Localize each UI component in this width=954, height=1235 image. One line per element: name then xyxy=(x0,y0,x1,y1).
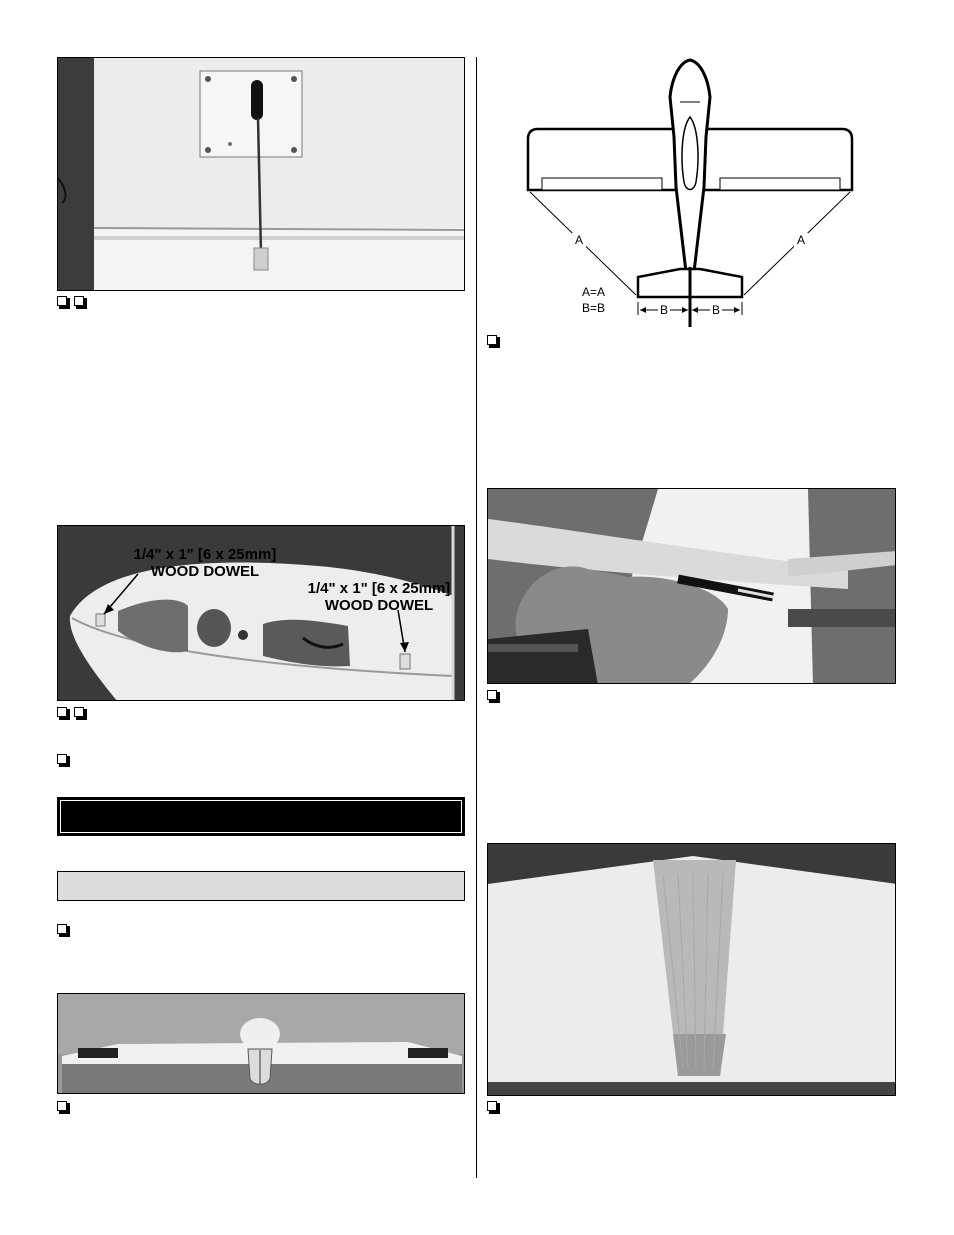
callout-dowel-right xyxy=(294,580,464,614)
checkbox-step-5[interactable] xyxy=(57,1101,70,1114)
equation-b: B=B xyxy=(582,301,606,315)
checkbox-step-1a[interactable] xyxy=(57,296,70,309)
photo-stabilizer-balsa xyxy=(487,843,896,1096)
photo-stab-front-view xyxy=(57,993,465,1094)
callout-dowel-left xyxy=(120,546,290,580)
checkbox-step-6[interactable] xyxy=(487,335,500,348)
checkbox-step-2b[interactable] xyxy=(74,707,87,720)
callout-dowel-left-label: WOOD DOWEL xyxy=(150,563,260,580)
checkbox-step-3[interactable] xyxy=(57,754,70,767)
checkbox-step-7[interactable] xyxy=(487,690,500,703)
equation-a: A=A xyxy=(582,285,606,299)
photo-marking-stabilizer xyxy=(487,488,896,684)
checkbox-step-1b[interactable] xyxy=(74,296,87,309)
checkbox-step-2a[interactable] xyxy=(57,707,70,720)
checkbox-step-4[interactable] xyxy=(57,924,70,937)
callout-dowel-right-label: WOOD DOWEL xyxy=(324,597,434,614)
checkbox-step-8[interactable] xyxy=(487,1101,500,1114)
photo-pushrod-hatch xyxy=(57,57,465,291)
label-b-right: B xyxy=(712,303,721,317)
callout-dowel-right-size: 1/4" x 1" [6 x 25mm] xyxy=(307,580,451,597)
photo-wing-root-dowels xyxy=(57,525,465,701)
label-a-right: A xyxy=(797,233,806,247)
alignment-diagram xyxy=(520,57,860,329)
label-a-left: A xyxy=(575,233,584,247)
callout-dowel-left-size: 1/4" x 1" [6 x 25mm] xyxy=(133,546,277,563)
column-divider xyxy=(476,57,477,1178)
subsection-header-bar xyxy=(57,871,465,901)
label-b-left: B xyxy=(660,303,669,317)
section-header-bar xyxy=(57,797,465,836)
